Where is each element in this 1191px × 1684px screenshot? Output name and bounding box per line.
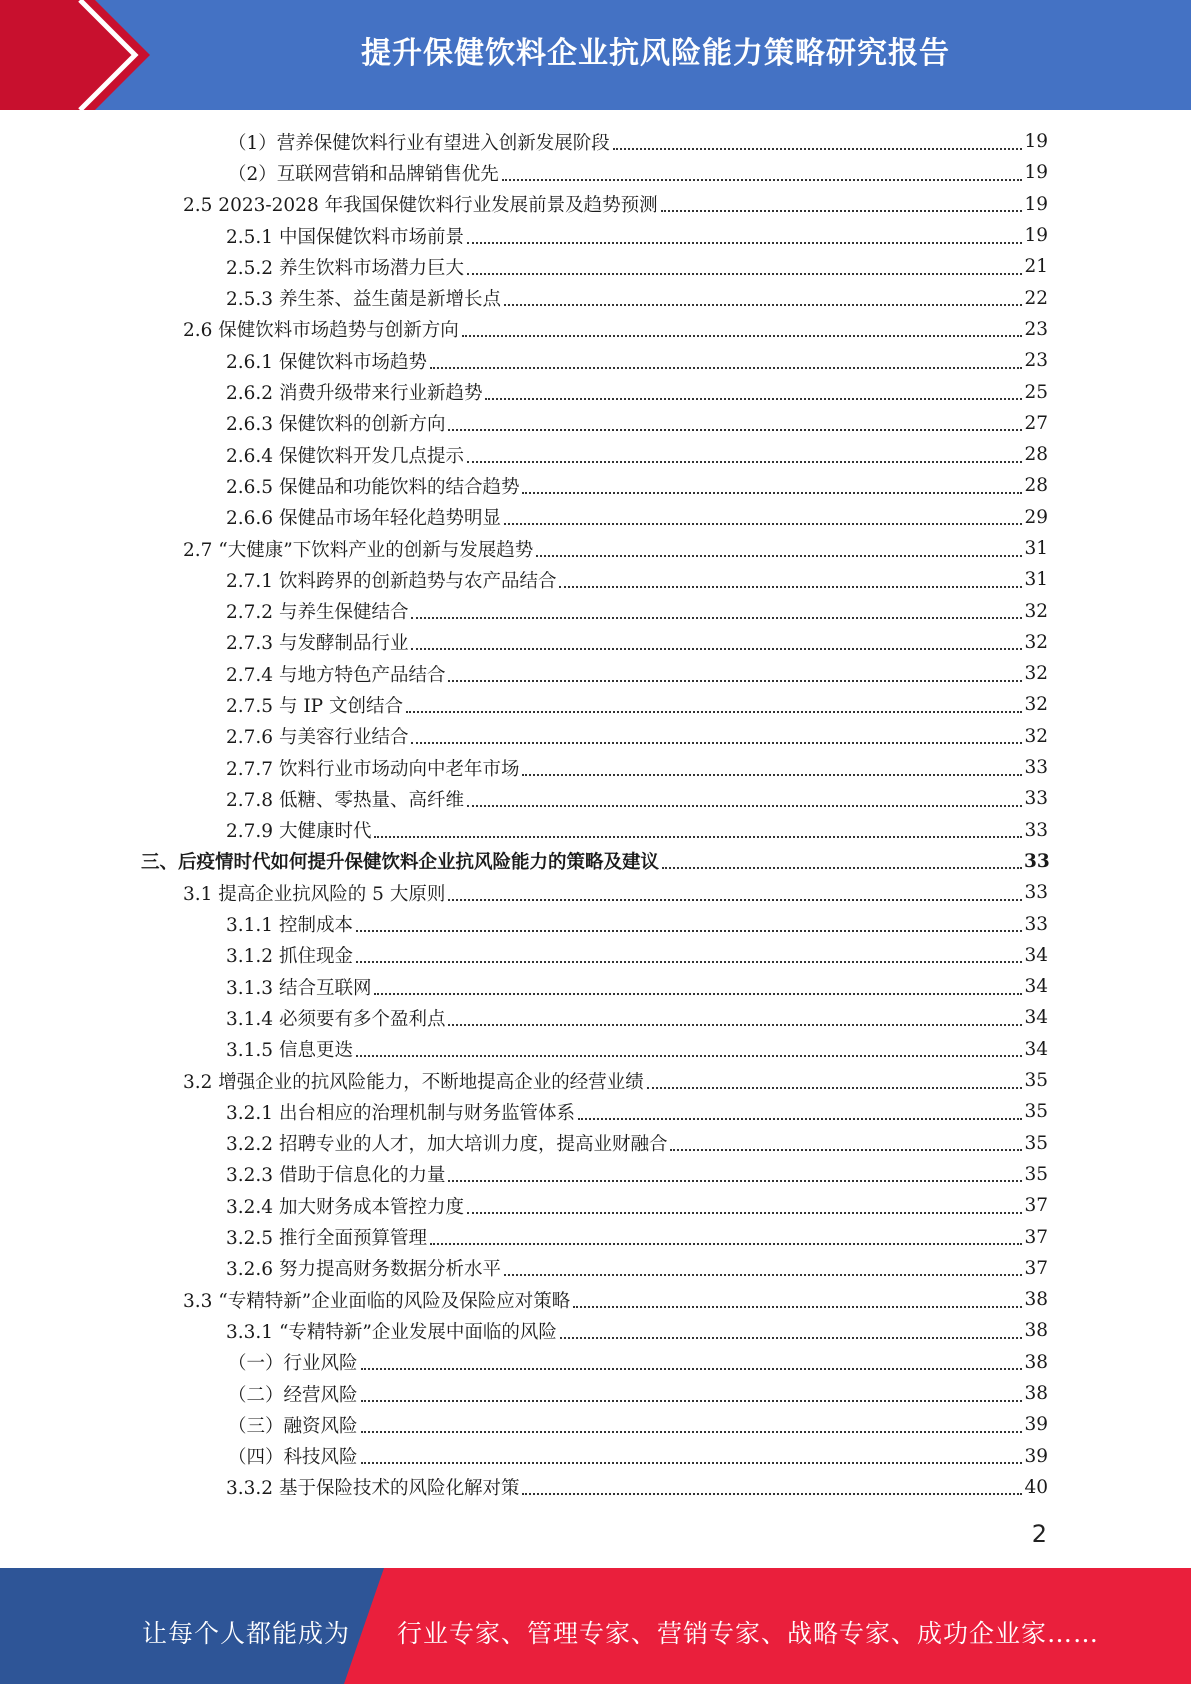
toc-dot-leader bbox=[448, 429, 1022, 431]
page-number: 2 bbox=[1031, 1520, 1047, 1548]
toc-entry-title: （三）融资风险 bbox=[228, 1415, 358, 1437]
toc-entry-title: 2.7.8 低糖、零热量、高纤维 bbox=[226, 789, 464, 811]
toc-entry[interactable] bbox=[0, 846, 1191, 877]
toc-entry-title: 3.1.2 抓住现金 bbox=[226, 946, 353, 968]
toc-entry-page: 33 bbox=[1024, 850, 1050, 872]
toc-entry-page: 34 bbox=[1024, 1038, 1048, 1060]
toc-dot-leader bbox=[578, 1118, 1022, 1120]
toc-dot-leader bbox=[467, 1212, 1022, 1214]
toc-entry-title: 2.6.3 保健饮料的创新方向 bbox=[226, 414, 446, 436]
toc-dot-leader bbox=[462, 335, 1022, 337]
toc-entry[interactable] bbox=[0, 408, 1191, 439]
toc-entry-page: 28 bbox=[1024, 475, 1048, 497]
toc-dot-leader bbox=[522, 492, 1022, 494]
toc-entry-page: 27 bbox=[1024, 412, 1048, 434]
toc-entry-page: 19 bbox=[1024, 225, 1048, 247]
toc-entry-title: 2.7.9 大健康时代 bbox=[226, 821, 372, 843]
toc-entry[interactable] bbox=[0, 376, 1191, 407]
toc-dot-leader bbox=[448, 899, 1022, 901]
toc-dot-leader bbox=[448, 1180, 1022, 1182]
toc-entry-page: 31 bbox=[1024, 569, 1048, 591]
toc-entry[interactable] bbox=[0, 940, 1191, 971]
toc-entry-page: 19 bbox=[1024, 162, 1048, 184]
toc-dot-leader bbox=[560, 1337, 1022, 1339]
toc-entry-page: 32 bbox=[1024, 725, 1048, 747]
toc-entry-page: 40 bbox=[1024, 1476, 1048, 1498]
toc-dot-leader bbox=[406, 711, 1022, 713]
toc-entry[interactable] bbox=[0, 220, 1191, 251]
toc-entry-title: 3.1.3 结合互联网 bbox=[226, 977, 372, 999]
toc-dot-leader bbox=[430, 1243, 1022, 1245]
toc-entry-page: 37 bbox=[1024, 1257, 1048, 1279]
toc-entry-page: 32 bbox=[1024, 663, 1048, 685]
toc-entry-title: 3.2.6 努力提高财务数据分析水平 bbox=[226, 1259, 501, 1281]
toc-entry[interactable] bbox=[0, 1472, 1191, 1503]
toc-entry[interactable] bbox=[0, 439, 1191, 470]
toc-entry-title: 2.7.2 与养生保健结合 bbox=[226, 602, 409, 624]
toc-entry[interactable] bbox=[0, 564, 1191, 595]
toc-entry[interactable] bbox=[0, 815, 1191, 846]
toc-entry-title: 3.2.5 推行全面预算管理 bbox=[226, 1228, 427, 1250]
toc-entry-title: （一）行业风险 bbox=[228, 1353, 358, 1375]
toc-dot-leader bbox=[356, 1055, 1022, 1057]
toc-entry[interactable] bbox=[0, 1378, 1191, 1409]
footer-banner bbox=[0, 1568, 1191, 1684]
footer-slogan-roles: 行业专家、管理专家、营销专家、战略专家、成功企业家…… bbox=[397, 1619, 1100, 1648]
toc-entry-page: 34 bbox=[1024, 944, 1048, 966]
toc-entry-title: （2）互联网营销和品牌销售优先 bbox=[228, 163, 499, 185]
toc-entry-title: 2.7.7 饮料行业市场动向中老年市场 bbox=[226, 758, 520, 780]
toc-entry-page: 19 bbox=[1024, 131, 1048, 153]
toc-entry-title: 2.7.1 饮料跨界的创新趋势与农产品结合 bbox=[226, 570, 557, 592]
toc-dot-leader bbox=[485, 398, 1022, 400]
toc-entry-page: 23 bbox=[1024, 350, 1048, 372]
toc-entry[interactable] bbox=[0, 1409, 1191, 1440]
toc-entry[interactable] bbox=[0, 627, 1191, 658]
toc-dot-leader bbox=[374, 993, 1022, 995]
toc-entry[interactable] bbox=[0, 1065, 1191, 1096]
toc-entry-title: 3.1.5 信息更迭 bbox=[226, 1040, 353, 1062]
toc-entry[interactable] bbox=[0, 345, 1191, 376]
toc-entry-page: 38 bbox=[1024, 1289, 1048, 1311]
toc-dot-leader bbox=[361, 1431, 1022, 1433]
toc-entry-page: 38 bbox=[1024, 1351, 1048, 1373]
toc-entry[interactable] bbox=[0, 1347, 1191, 1378]
toc-dot-leader bbox=[573, 1306, 1022, 1308]
toc-entry-page: 38 bbox=[1024, 1320, 1048, 1342]
toc-dot-leader bbox=[356, 930, 1022, 932]
toc-entry-title: 3.2.1 出台相应的治理机制与财务监管体系 bbox=[226, 1102, 575, 1124]
toc-entry-title: 2.5 2023-2028 年我国保健饮料行业发展前景及趋势预测 bbox=[183, 195, 658, 217]
toc-entry-title: 3.3 “专精特新”企业面临的风险及保险应对策略 bbox=[183, 1290, 571, 1312]
toc-dot-leader bbox=[504, 304, 1022, 306]
report-title: 提升保健饮料企业抗风险能力策略研究报告 bbox=[361, 36, 950, 71]
header-banner bbox=[0, 0, 1191, 110]
toc-entry-page: 21 bbox=[1024, 256, 1048, 278]
toc-entry-page: 33 bbox=[1024, 819, 1048, 841]
toc-entry[interactable] bbox=[0, 157, 1191, 188]
toc-entry-title: 2.7 “大健康”下饮料产业的创新与发展趋势 bbox=[183, 539, 534, 561]
toc-entry-title: 2.7.5 与 IP 文创结合 bbox=[226, 695, 403, 717]
toc-dot-leader bbox=[504, 1274, 1022, 1276]
toc-entry-page: 32 bbox=[1024, 600, 1048, 622]
toc-entry[interactable] bbox=[0, 1128, 1191, 1159]
toc-entry-title: 2.5.1 中国保健饮料市场前景 bbox=[226, 226, 464, 248]
toc-entry[interactable] bbox=[0, 752, 1191, 783]
toc-entry-page: 33 bbox=[1024, 757, 1048, 779]
toc-entry[interactable] bbox=[0, 1253, 1191, 1284]
toc-dot-leader bbox=[536, 555, 1022, 557]
toc-dot-leader bbox=[662, 867, 1022, 869]
toc-dot-leader bbox=[522, 1493, 1022, 1495]
toc-entry[interactable] bbox=[0, 595, 1191, 626]
toc-entry[interactable] bbox=[0, 314, 1191, 345]
toc-entry[interactable] bbox=[0, 470, 1191, 501]
toc-dot-leader bbox=[448, 680, 1022, 682]
toc-entry-page: 25 bbox=[1024, 381, 1048, 403]
toc-entry-title: 3.2.3 借助于信息化的力量 bbox=[226, 1165, 446, 1187]
toc-dot-leader bbox=[467, 805, 1022, 807]
toc-entry[interactable] bbox=[0, 783, 1191, 814]
toc-dot-leader bbox=[430, 367, 1022, 369]
toc-entry-page: 37 bbox=[1024, 1226, 1048, 1248]
toc-dot-leader bbox=[647, 1087, 1022, 1089]
toc-entry[interactable] bbox=[0, 1159, 1191, 1190]
toc-entry[interactable] bbox=[0, 502, 1191, 533]
toc-entry-page: 32 bbox=[1024, 631, 1048, 653]
toc-entry-page: 33 bbox=[1024, 882, 1048, 904]
toc-entry-page: 38 bbox=[1024, 1383, 1048, 1405]
toc-dot-leader bbox=[361, 1368, 1022, 1370]
toc-entry[interactable] bbox=[0, 971, 1191, 1002]
toc-dot-leader bbox=[559, 586, 1022, 588]
toc-entry-page: 39 bbox=[1024, 1445, 1048, 1467]
toc-entry[interactable] bbox=[0, 908, 1191, 939]
toc-entry[interactable] bbox=[0, 126, 1191, 157]
toc-entry-title: 2.5.3 养生茶、益生菌是新增长点 bbox=[226, 289, 501, 311]
toc-entry-title: （二）经营风险 bbox=[228, 1384, 358, 1406]
toc-entry[interactable] bbox=[0, 721, 1191, 752]
toc-entry[interactable] bbox=[0, 1002, 1191, 1033]
toc-entry[interactable] bbox=[0, 1440, 1191, 1471]
toc-entry-page: 28 bbox=[1024, 444, 1048, 466]
toc-entry[interactable] bbox=[0, 1221, 1191, 1252]
toc-entry[interactable] bbox=[0, 1284, 1191, 1315]
toc-dot-leader bbox=[502, 179, 1022, 181]
toc-entry-page: 32 bbox=[1024, 694, 1048, 716]
toc-dot-leader bbox=[448, 1024, 1022, 1026]
toc-entry-title: 2.6.6 保健品市场年轻化趋势明显 bbox=[226, 508, 501, 530]
toc-entry[interactable] bbox=[0, 877, 1191, 908]
toc-entry-title: 2.7.3 与发酵制品行业 bbox=[226, 633, 409, 655]
toc-dot-leader bbox=[411, 617, 1022, 619]
toc-entry-title: 2.7.6 与美容行业结合 bbox=[226, 727, 409, 749]
toc-dot-leader bbox=[374, 836, 1022, 838]
toc-entry-page: 19 bbox=[1024, 193, 1048, 215]
toc-entry[interactable] bbox=[0, 533, 1191, 564]
toc-entry-page: 35 bbox=[1024, 1163, 1048, 1185]
toc-entry-title: 3.3.2 基于保险技术的风险化解对策 bbox=[226, 1478, 520, 1500]
toc-entry-title: 3.1.4 必须要有多个盈利点 bbox=[226, 1008, 446, 1030]
toc-entry[interactable] bbox=[0, 1034, 1191, 1065]
toc-entry-title: （1）营养保健饮料行业有望进入创新发展阶段 bbox=[228, 132, 610, 154]
toc-entry[interactable] bbox=[0, 689, 1191, 720]
toc-entry-title: 三、后疫情时代如何提升保健饮料企业抗风险能力的策略及建议 bbox=[141, 852, 660, 874]
table-of-contents bbox=[0, 126, 1191, 1503]
toc-dot-leader bbox=[467, 242, 1022, 244]
footer-slogan-lead: 让每个人都能成为 bbox=[142, 1619, 351, 1648]
toc-entry-title: 3.3.1 “专精特新”企业发展中面临的风险 bbox=[226, 1321, 557, 1343]
toc-entry-title: （四）科技风险 bbox=[228, 1447, 358, 1469]
toc-entry-page: 22 bbox=[1024, 287, 1048, 309]
toc-entry-page: 31 bbox=[1024, 538, 1048, 559]
toc-entry-page: 35 bbox=[1024, 1132, 1048, 1154]
toc-entry-title: 2.6 保健饮料市场趋势与创新方向 bbox=[183, 320, 459, 342]
toc-entry-title: 3.2.4 加大财务成本管控力度 bbox=[226, 1196, 464, 1218]
toc-entry-page: 39 bbox=[1024, 1414, 1048, 1436]
toc-entry-page: 29 bbox=[1024, 506, 1048, 528]
toc-entry-page: 37 bbox=[1024, 1195, 1048, 1217]
toc-entry-page: 23 bbox=[1024, 318, 1048, 340]
toc-dot-leader bbox=[522, 774, 1022, 776]
toc-entry-title: 3.1.1 控制成本 bbox=[226, 915, 353, 937]
toc-entry-page: 33 bbox=[1024, 788, 1048, 810]
toc-entry[interactable] bbox=[0, 1190, 1191, 1221]
toc-dot-leader bbox=[361, 1462, 1022, 1464]
toc-entry-title: 2.6.4 保健饮料开发几点提示 bbox=[226, 445, 464, 467]
toc-dot-leader bbox=[467, 273, 1022, 275]
toc-entry-title: 2.6.1 保健饮料市场趋势 bbox=[226, 351, 427, 373]
toc-entry-page: 34 bbox=[1024, 1007, 1048, 1029]
toc-entry-title: 2.6.2 消费升级带来行业新趋势 bbox=[226, 383, 483, 405]
toc-dot-leader bbox=[411, 742, 1022, 744]
toc-entry-title: 3.1 提高企业抗风险的 5 大原则 bbox=[183, 883, 446, 905]
toc-entry-page: 35 bbox=[1024, 1101, 1048, 1123]
toc-entry[interactable] bbox=[0, 282, 1191, 313]
toc-entry-title: 3.2 增强企业的抗风险能力，不断地提高企业的经营业绩 bbox=[183, 1071, 644, 1093]
toc-entry-page: 33 bbox=[1024, 913, 1048, 935]
toc-dot-leader bbox=[661, 210, 1022, 212]
toc-dot-leader bbox=[670, 1149, 1022, 1151]
toc-entry[interactable] bbox=[0, 1315, 1191, 1346]
toc-entry[interactable] bbox=[0, 1096, 1191, 1127]
toc-entry[interactable] bbox=[0, 251, 1191, 282]
toc-dot-leader bbox=[361, 1400, 1022, 1402]
toc-dot-leader bbox=[467, 461, 1022, 463]
toc-dot-leader bbox=[356, 961, 1022, 963]
toc-entry-title: 2.7.4 与地方特色产品结合 bbox=[226, 664, 446, 686]
toc-entry-page: 35 bbox=[1024, 1070, 1048, 1092]
toc-entry-title: 3.2.2 招聘专业的人才，加大培训力度，提高业财融合 bbox=[226, 1134, 668, 1156]
toc-entry-page: 34 bbox=[1024, 976, 1048, 998]
toc-dot-leader bbox=[504, 523, 1022, 525]
toc-dot-leader bbox=[613, 148, 1022, 150]
toc-entry-title: 2.5.2 养生饮料市场潜力巨大 bbox=[226, 257, 464, 279]
toc-entry[interactable] bbox=[0, 189, 1191, 220]
toc-entry[interactable] bbox=[0, 658, 1191, 689]
toc-entry-title: 2.6.5 保健品和功能饮料的结合趋势 bbox=[226, 476, 520, 498]
toc-dot-leader bbox=[411, 648, 1022, 650]
